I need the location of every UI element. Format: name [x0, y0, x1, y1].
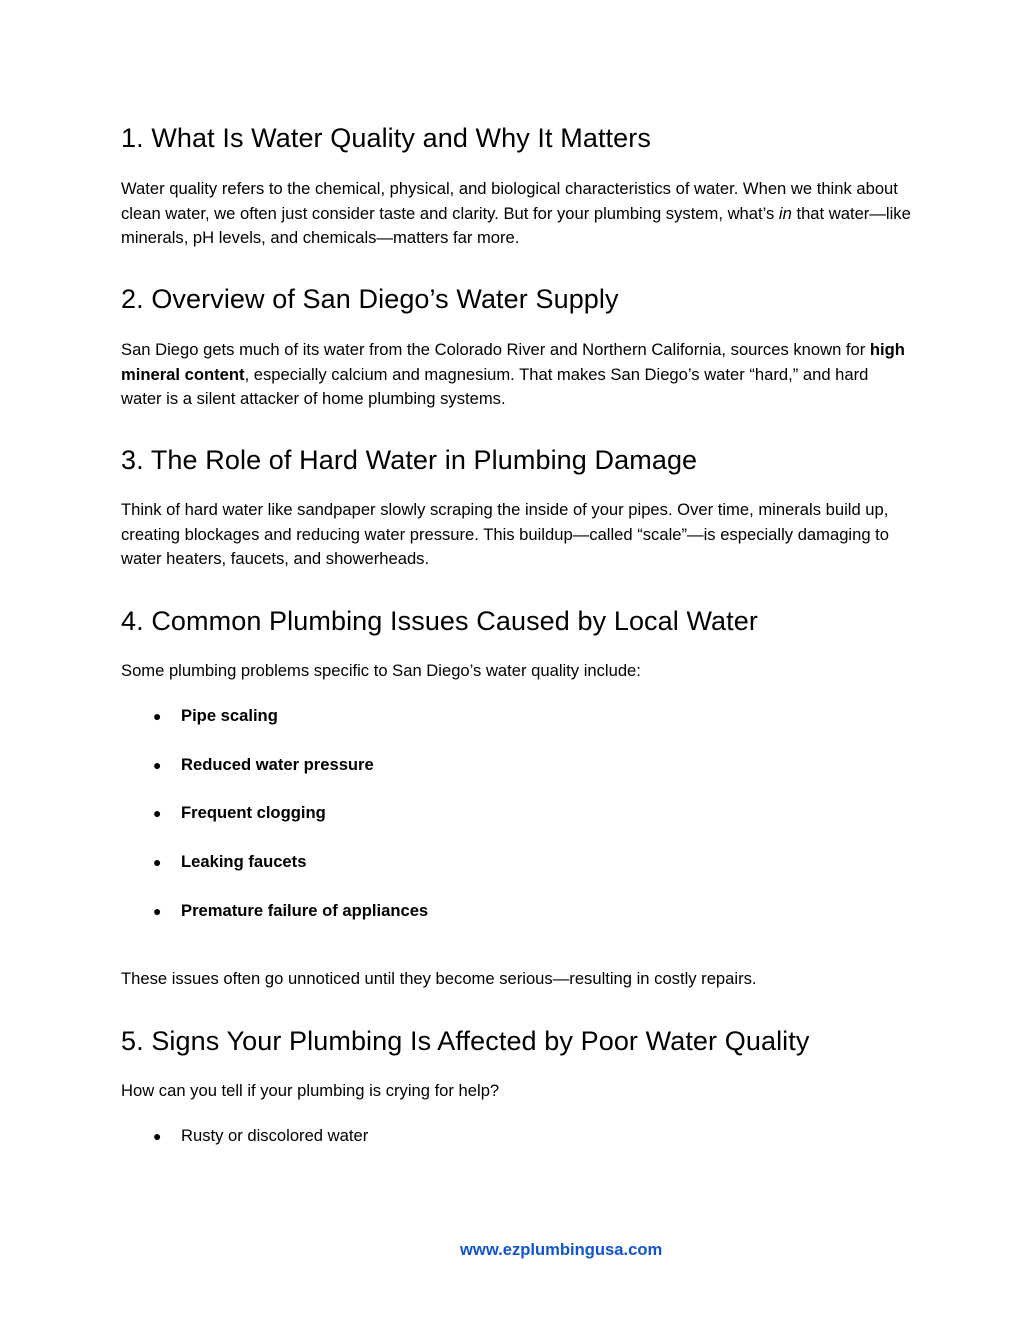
section-3-heading: 3. The Role of Hard Water in Plumbing Damage	[121, 445, 698, 475]
section-1-italic: in	[778, 203, 792, 223]
list-item-label: Pipe scaling	[181, 706, 278, 725]
footer	[460, 1240, 662, 1260]
section-2-heading: 2. Overview of San Diego’s Water Supply	[121, 284, 619, 314]
section-4-list	[121, 704, 911, 947]
section-4-heading: 4. Common Plumbing Issues Caused by Local Water	[121, 606, 758, 636]
section-3-paragraph: Think of hard water like sandpaper slowly scraping the inside of your pipes. Over time, minerals build up, creating blockages and reducing water pressure. This buildup—called “scale”—is especially damaging to water heaters, faucets, and showerheads.	[121, 500, 890, 568]
website-link[interactable]: www.ezplumbingusa.com	[460, 1240, 663, 1259]
bullet-icon: ●	[153, 805, 162, 822]
section-1-paragraph	[121, 177, 911, 251]
list-item-label: Frequent clogging	[181, 803, 326, 823]
section-2-text-b: , especially calcium and magnesium. That makes San Diego’s water “hard,” and hard water is a silent attacker of home plumbing systems.	[121, 364, 869, 408]
list-item	[121, 704, 911, 753]
section-2-bold: high mineral content	[121, 340, 905, 384]
section-1-heading: 1. What Is Water Quality and Why It Matters	[121, 123, 651, 153]
bullet-icon: ●	[153, 1128, 162, 1144]
list-item-label: Rusty or discolored water	[181, 1126, 369, 1145]
list-item	[121, 850, 911, 899]
bullet-icon: ●	[153, 756, 162, 773]
section-4-outro: These issues often go unnoticed until they become serious—resulting in costly repairs.	[121, 969, 757, 988]
section-5-heading: 5. Signs Your Plumbing Is Affected by Poor Water Quality	[121, 1026, 810, 1056]
list-item-label: Premature failure of appliances	[181, 900, 429, 920]
bullet-icon: ●	[153, 708, 162, 724]
list-item	[121, 899, 911, 948]
section-5-list	[121, 1124, 911, 1173]
list-item-label: Reduced water pressure	[181, 754, 374, 774]
list-item	[121, 801, 911, 850]
list-item-label: Leaking faucets	[181, 852, 307, 872]
section-1-text-b: that water—like minerals, pH levels, and chemicals—matters far more.	[121, 203, 911, 247]
bullet-icon: ●	[153, 902, 162, 919]
section-1-text-a: Water quality refers to the chemical, physical, and biological characteristics of water. When we think about clean water, we often just consider taste and clarity. But for your plumbing system, what’s	[121, 179, 898, 223]
section-2-text-a: San Diego gets much of its water from the Colorado River and Northern California, sources known for	[121, 340, 870, 359]
section-2-paragraph	[121, 338, 911, 412]
bullet-icon: ●	[153, 854, 162, 871]
section-5-intro: How can you tell if your plumbing is crying for help?	[121, 1081, 500, 1100]
list-item	[121, 1124, 911, 1173]
list-item	[121, 753, 911, 802]
section-4-intro: Some plumbing problems specific to San Diego’s water quality include:	[121, 661, 641, 680]
